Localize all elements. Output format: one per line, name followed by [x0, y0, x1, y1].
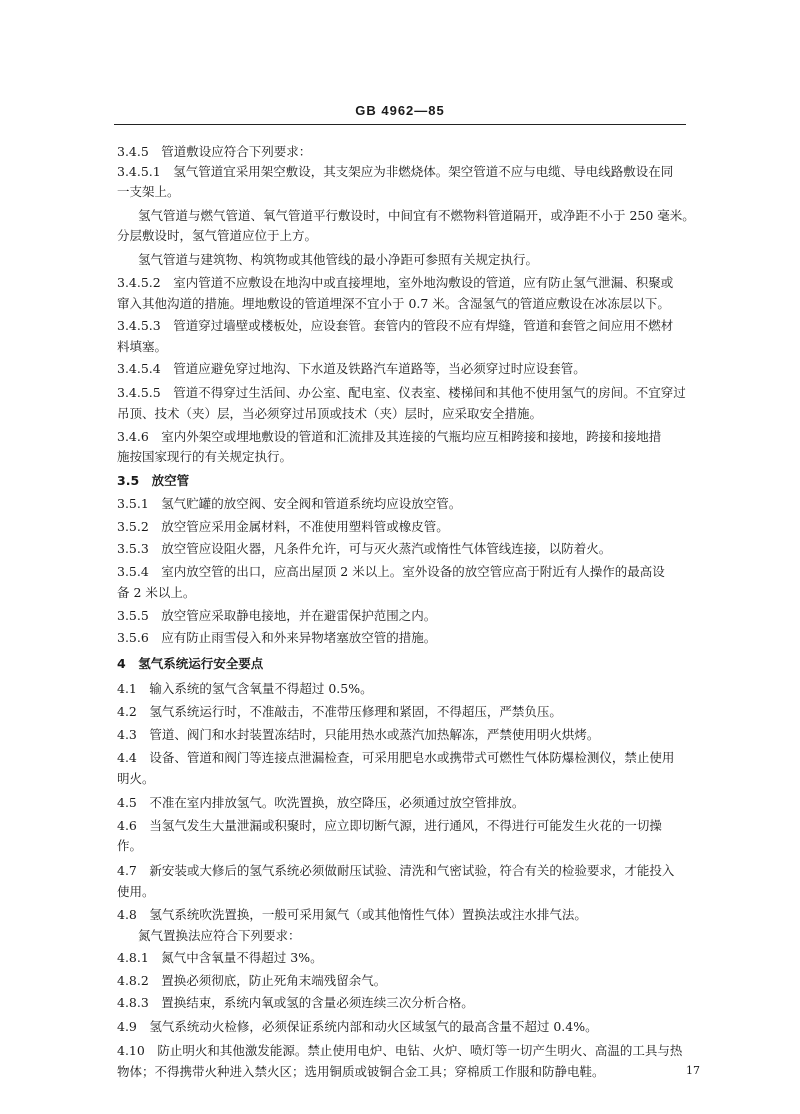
text-line: 3.4.5.4 管道应避免穿过地沟、下水道及铁路汽车道路等，当必须穿过时应设套管。: [117, 361, 586, 376]
text-line: 明火。: [117, 771, 155, 786]
text-line: 窜入其他沟道的措施。埋地敷设的管道埋深不宜小于 0.7 米。含湿氢气的管道应敷设在冰冻层以下。: [117, 296, 670, 311]
text-line: 3.4.5.2 室内管道不应敷设在地沟中或直接埋地，室外地沟敷设的管道，应有防止氢气泄漏、积聚或: [117, 275, 674, 290]
section-heading: 3.5 放空管: [117, 473, 190, 488]
text-line: 3.5.3 放空管应设阻火器，凡条件允许，可与灭火蒸汽或惰性气体管线连接，以防着火。: [117, 541, 612, 556]
text-line: 3.4.5.3 管道穿过墙壁或楼板处，应设套管。套管内的管段不应有焊缝，管道和套管之间应用不燃材: [117, 318, 674, 333]
text-line: 作。: [117, 838, 143, 853]
text-line: 3.4.5.5 管道不得穿过生活间、办公室、配电室、仪表室、楼梯间和其他不使用氢气的房间。不宜穿过: [117, 385, 686, 400]
text-line: 物体；不得携带火种进入禁火区；选用铜质或铍铜合金工具；穿棉质工作服和防静电鞋。: [117, 1064, 605, 1079]
text-line: 4.9 氢气系统动火检修，必须保证系统内部和动火区域氢气的最高含量不超过 0.4%。: [117, 1019, 598, 1034]
text-line: 4.8.1 氮气中含氧量不得超过 3%。: [117, 950, 323, 965]
text-line: 氮气置换法应符合下列要求：: [138, 928, 301, 943]
text-line: 备 2 米以上。: [117, 585, 196, 600]
text-line: 3.5.6 应有防止雨雪侵入和外来异物堵塞放空管的措施。: [117, 630, 437, 645]
text-line: 4.4 设备、管道和阀门等连接点泄漏检查，可采用肥皂水或携带式可燃性气体防爆检测仪，禁止使用: [117, 750, 675, 765]
text-line: 4.10 防止明火和其他激发能源。禁止使用电炉、电钻、火炉、喷灯等一切产生明火、高温的工具与热: [117, 1043, 683, 1058]
text-line: 吊顶、技术（夹）层，当必须穿过吊顶或技术（夹）层时，应采取安全措施。: [117, 406, 543, 421]
text-line: 一支架上。: [117, 184, 180, 199]
text-line: 3.5.4 室内放空管的出口，应高出屋顶 2 米以上。室外设备的放空管应高于附近有人操作的最高设: [117, 564, 665, 579]
text-line: 4.8.3 置换结束，系统内氧或氢的含量必须连续三次分析合格。: [117, 995, 474, 1010]
page-number: 17: [686, 1064, 700, 1077]
text-line: 3.4.6 室内外架空或埋地敷设的管道和汇流排及其连接的气瓶均应互相跨接和接地，跨接和接地措: [117, 429, 662, 444]
text-line: 分层敷设时，氢气管道应位于上方。: [117, 228, 318, 243]
text-line: 氢气管道与燃气管道、氧气管道平行敷设时，中间宜有不燃物料管道隔开，或净距不小于 250 毫米。: [138, 208, 695, 223]
chapter-heading: 4 氢气系统运行安全要点: [117, 656, 264, 671]
text-line: 4.5 不准在室内排放氢气。吹洗置换，放空降压，必须通过放空管排放。: [117, 795, 525, 810]
header-rule: [114, 124, 686, 125]
text-line: 4.3 管道、阀门和水封装置冻结时，只能用热水或蒸汽加热解冻，严禁使用明火烘烤。: [117, 727, 600, 742]
text-line: 4.8 氢气系统吹洗置换，一般可采用氮气（或其他惰性气体）置换法或注水排气法。: [117, 907, 587, 922]
text-line: 3.4.5 管道敷设应符合下列要求：: [117, 144, 312, 159]
text-line: 施按国家现行的有关规定执行。: [117, 449, 293, 464]
text-line: 4.6 当氢气发生大量泄漏或积聚时，应立即切断气源，进行通风，不得进行可能发生火花的一切操: [117, 818, 662, 833]
text-line: 使用。: [117, 884, 155, 899]
page-header: GB 4962—85: [355, 103, 445, 118]
text-line: 氢气管道与建筑物、构筑物或其他管线的最小净距可参照有关规定执行。: [138, 252, 539, 267]
text-line: 4.1 输入系统的氢气含氧量不得超过 0.5%。: [117, 681, 373, 696]
text-line: 3.5.1 氢气贮罐的放空阀、安全阀和管道系统均应设放空管。: [117, 496, 462, 511]
text-line: 4.2 氢气系统运行时，不准敲击，不准带压修理和紧固，不得超压，严禁负压。: [117, 704, 562, 719]
text-line: 3.5.5 放空管应采取静电接地，并在避雷保护范围之内。: [117, 608, 437, 623]
text-line: 3.5.2 放空管应采用金属材料，不准使用塑料管或橡皮管。: [117, 519, 449, 534]
text-line: 4.7 新安装或大修后的氢气系统必须做耐压试验、清洗和气密试验，符合有关的检验要求，才能投入: [117, 863, 675, 878]
text-line: 4.8.2 置换必须彻底，防止死角末端残留余气。: [117, 973, 387, 988]
text-line: 3.4.5.1 氢气管道宜采用架空敷设，其支架应为非燃烧体。架空管道不应与电缆、导电线路敷设在同: [117, 164, 674, 179]
text-line: 料填塞。: [117, 339, 168, 354]
